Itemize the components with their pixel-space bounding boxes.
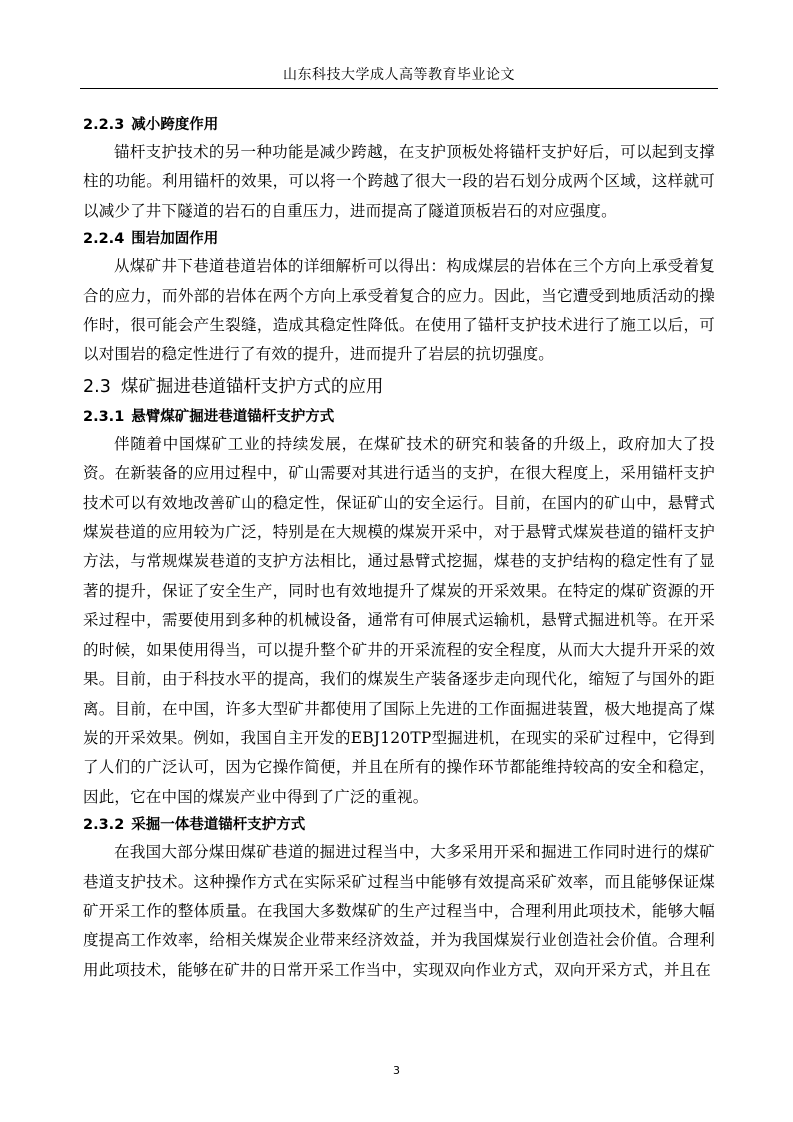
section-number: 2.3 xyxy=(83,376,111,397)
section-number: 2.3.2 xyxy=(83,817,125,834)
section-title: 采掘一体巷道锚杆支护方式 xyxy=(131,817,306,834)
page-content xyxy=(83,112,715,985)
body-paragraph: 伴随着中国煤矿工业的持续发展，在煤矿技术的研究和装备的升级上，政府加大了投资。在新装备的应用过程中，矿山需要对其进行适当的支护，在很大程度上，采用锚杆支护技术可以有效地改善矿山的稳定性，保证矿山的安全运行。目前，在国内的矿山中，悬臂式煤炭巷道的应用较为广泛，特别是在大规模的煤炭开采中，对于悬臂式煤炭巷道的锚杆支护方法，与常规煤炭巷道的支护方法相比，通过悬臂式挖掘，煤巷的支护结构的稳定性有了显著的提升，保证了安全生产，同时也有效地提升了煤炭的开采效果。在特定的煤矿资源的开采过程中，需要使用到多种的机械设备，通常有可伸展式运输机，悬臂式掘进机等。在开采的时候，如果使用得当，可以提升整个矿井的开采流程的安全程度，从而大大提升开采的效果。目前，由于科技水平的提高，我们的煤炭生产装备逐步走向现代化，缩短了与国外的距离。目前，在中国，许多大型矿井都使用了国际上先进的工作面掘进装置，极大地提高了煤炭的开采效果。例如，我国自主开发的EBJ120TP型掘进机，在现实的采矿过程中，它得到了人们的广泛认可，因为它操作简便，并且在所有的操作环节都能维持较高的安全和稳定，因此，它在中国的煤炭产业中得到了广泛的重视。 xyxy=(83,434,715,806)
section-title: 围岩加固作用 xyxy=(131,231,219,248)
section-heading-2-2-4 xyxy=(83,226,715,252)
section-number: 2.3.1 xyxy=(83,408,125,425)
section-heading-2-3 xyxy=(83,370,715,404)
section-title: 减小跨度作用 xyxy=(131,117,219,133)
body-paragraph: 在我国大部分煤田煤矿巷道的掘进过程当中，大多采用开采和掘进工作同时进行的煤矿巷道支护技术。这种操作方式在实际采矿过程当中能够有效提高采矿效率，而且能够保证煤矿开采工作的整体质量。在我国大多数煤矿的生产过程当中，合理利用此项技术，能够大幅度提高工作效率，给相关煤炭企业带来经济效益，并为我国煤炭行业创造社会价值。合理利用此项技术，能够在矿井的日常开采工作当中，实现双向作业方式，双向开采方式，并且在 xyxy=(83,843,715,979)
body-paragraph: 锚杆支护技术的另一种功能是减少跨越，在支护顶板处将锚杆支护好后，可以起到支撑柱的功能。利用锚杆的效果，可以将一个跨越了很大一段的岩石划分成两个区域，这样就可以减少了井下隧道的岩石的自重压力，进而提高了隧道顶板岩石的对应强度。 xyxy=(83,143,715,220)
section-title: 悬臂煤矿掘进巷道锚杆支护方式 xyxy=(131,408,335,425)
section-heading-2-3-2 xyxy=(83,812,715,838)
header-rule xyxy=(80,88,718,89)
page-number: 3 xyxy=(393,1064,400,1077)
section-heading-2-2-3 xyxy=(83,112,715,138)
section-number: 2.2.3 xyxy=(83,117,125,133)
section-title: 煤矿掘进巷道锚杆支护方式的应用 xyxy=(120,376,384,397)
section-heading-2-3-1 xyxy=(83,404,715,430)
section-number: 2.2.4 xyxy=(83,231,125,248)
body-paragraph: 从煤矿井下巷道巷道岩体的详细解析可以得出：构成煤层的岩体在三个方向上承受着复合的应力，而外部的岩体在两个方向上承受着复合的应力。因此，当它遭受到地质活动的操作时，很可能会产生裂缝，造成其稳定性降低。在使用了锚杆支护技术进行了施工以后，可以对围岩的稳定性进行了有效的提升，进而提升了岩层的抗切强度。 xyxy=(83,257,715,364)
page-header: 山东科技大学成人高等教育毕业论文 xyxy=(283,67,515,83)
